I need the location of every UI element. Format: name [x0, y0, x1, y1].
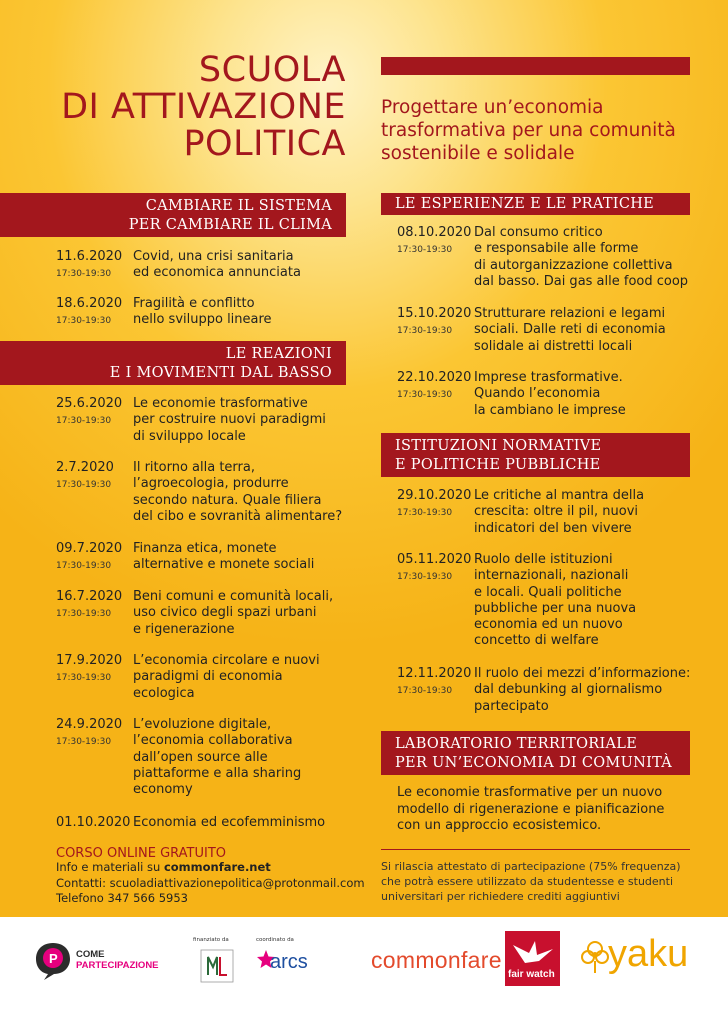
- description-line: internazionali, nazionali: [474, 568, 629, 584]
- description-line: Il ruolo dei mezzi d’informazione:: [474, 666, 691, 681]
- description-line: con un approccio ecosistemico.: [397, 818, 602, 833]
- description-line: nello sviluppo lineare: [133, 312, 272, 328]
- coordinato-label: coordinato da: [256, 937, 294, 943]
- subtitle-line: Progettare un’economia: [381, 97, 604, 118]
- footer-logos: [0, 917, 728, 1024]
- logo-line: COME: [76, 949, 105, 960]
- description-line: ed economica annunciata: [133, 265, 301, 281]
- event-description: [474, 370, 626, 419]
- title-line: POLITICA: [183, 124, 346, 164]
- heading-line: E I MOVIMENTI DAL BASSO: [109, 365, 332, 381]
- event-date: 17.9.2020: [56, 653, 123, 668]
- description-line: e rigenerazione: [133, 621, 235, 637]
- description-line: dall’open source alle: [133, 749, 268, 765]
- flower-icon: [578, 935, 612, 975]
- title-line: SCUOLA: [198, 50, 346, 90]
- info-site-link[interactable]: commonfare.net: [163, 860, 271, 874]
- description-line: partecipato: [474, 698, 549, 714]
- event-description: [133, 396, 326, 445]
- subtitle-line: trasformativa per una comunità: [381, 120, 676, 141]
- note-line: universitari per richiedere crediti aggiuntivi: [381, 890, 620, 903]
- event-description: [133, 589, 333, 638]
- description-line: paradigmi di economia: [133, 669, 283, 685]
- description-line: alternative e monete sociali: [133, 557, 315, 573]
- description-line: e responsabile alle forme: [474, 241, 639, 257]
- description-line: modello di rigenerazione e pianificazione: [397, 801, 665, 817]
- event-date: 12.11.2020: [397, 666, 472, 681]
- commonfare-logo[interactable]: commonfare: [371, 947, 502, 973]
- header-rule: [381, 57, 690, 75]
- description-line: economy: [133, 782, 193, 798]
- event-date: 18.6.2020: [56, 296, 123, 311]
- event-time: 17:30-19:30: [56, 269, 112, 279]
- event-time: 17:30-19:30: [397, 508, 453, 518]
- description-line: L’economia circolare e nuovi: [133, 653, 320, 668]
- event-description: [133, 653, 320, 702]
- fairwatch-wordmark: fair watch: [508, 969, 555, 980]
- description-line: Ruolo delle istituzioni: [474, 552, 613, 567]
- description-line: Le economie trasformative: [133, 396, 308, 411]
- come-partecipazione-logo[interactable]: [34, 941, 164, 981]
- description-line: Covid, una crisi sanitaria: [133, 249, 294, 264]
- description-line: solidale ai distretti locali: [474, 338, 633, 354]
- heading-line: PER CAMBIARE IL CLIMA: [128, 217, 332, 233]
- info-prefix: Info e materiali su: [56, 860, 164, 874]
- logo-line: PARTECIPAZIONE: [76, 960, 159, 971]
- heading-line: ISTITUZIONI NORMATIVE: [395, 438, 602, 454]
- info-line: [56, 860, 365, 876]
- event-date: 25.6.2020: [56, 396, 123, 411]
- description-line: Fragilità e conflitto: [133, 296, 255, 311]
- event-description: [133, 460, 342, 525]
- description-line: concetto di welfare: [474, 633, 599, 649]
- description-line: di sviluppo locale: [133, 428, 246, 444]
- description-line: del cibo e sovranità alimentare?: [133, 508, 343, 524]
- fairwatch-logo[interactable]: [505, 931, 560, 986]
- event-date: 29.10.2020: [397, 488, 472, 503]
- description-line: e locali. Quali politiche: [474, 584, 622, 600]
- phone-line: Telefono 347 566 5953: [56, 891, 188, 905]
- event-description: [474, 552, 636, 650]
- event-date: 2.7.2020: [56, 460, 114, 475]
- divider-line: [381, 849, 690, 850]
- event-time: 17:30-19:30: [56, 673, 112, 683]
- description-line: Le economie trasformative per un nuovo: [397, 785, 663, 800]
- event-time: 17:30-19:30: [56, 561, 112, 571]
- section-heading-laboratorio: [381, 731, 690, 775]
- event-description: [133, 249, 301, 282]
- finanziato-label: finanziato da: [193, 937, 229, 943]
- svg-text:P: P: [49, 951, 58, 966]
- description-line: l’agroecologia, produrre: [133, 476, 289, 492]
- laboratorio-description: [397, 785, 664, 835]
- description-line: per costruire nuovi paradigmi: [133, 412, 326, 428]
- description-line: dal basso. Dai gas alle food coop: [474, 273, 689, 289]
- yaku-logo[interactable]: [578, 931, 708, 991]
- description-line: ecologica: [133, 685, 195, 701]
- arcs-logo[interactable]: [256, 937, 316, 997]
- corso-info: [56, 860, 365, 907]
- event-description: [133, 296, 272, 329]
- event-time: 17:30-19:30: [397, 326, 453, 336]
- attestato-note: [381, 859, 681, 904]
- event-description: [133, 541, 314, 574]
- description-line: crescita: oltre il pil, nuovi: [474, 504, 638, 520]
- description-line: secondo natura. Quale filiera: [133, 492, 322, 508]
- contacts-line[interactable]: Contatti: scuoladiattivazionepolitica@protonmail.com: [56, 875, 365, 890]
- heading-line: LE ESPERIENZE E LE PRATICHE: [395, 196, 655, 212]
- description-line: indicatori del ben vivere: [474, 520, 632, 536]
- description-line: Strutturare relazioni e legami: [474, 306, 666, 321]
- page-title: [40, 52, 346, 163]
- description-line: uso civico degli spazi urbani: [133, 605, 317, 621]
- description-line: economia ed un nuovo: [474, 617, 623, 633]
- yaku-wordmark: yaku: [608, 933, 689, 975]
- description-line: la cambiano le imprese: [474, 402, 626, 418]
- description-line: di autorganizzazione collettiva: [474, 257, 673, 273]
- event-description: [474, 225, 688, 290]
- event-date: 24.9.2020: [56, 717, 123, 732]
- event-time: 17:30-19:30: [397, 245, 453, 255]
- event-time: 17:30-19:30: [56, 416, 112, 426]
- description-line: dal debunking al giornalismo: [474, 682, 663, 698]
- corso-online-title: CORSO ONLINE GRATUITO: [56, 846, 226, 861]
- ministry-emblem-icon: [200, 949, 234, 983]
- event-time: 17:30-19:30: [56, 737, 112, 747]
- subtitle-line: sostenibile e solidale: [381, 143, 575, 164]
- description-line: sociali. Dalle reti di economia: [474, 322, 666, 338]
- event-date: 16.7.2020: [56, 589, 123, 604]
- event-date: 22.10.2020: [397, 370, 472, 385]
- event-date: 05.11.2020: [397, 552, 472, 567]
- section-heading-istituzioni: [381, 433, 690, 477]
- arcs-wordmark: arcs: [270, 951, 308, 973]
- note-line: Si rilascia attestato di partecipazione (75% frequenza): [381, 860, 681, 873]
- description-line: pubbliche per una nuova: [474, 600, 637, 616]
- heading-line: LE REAZIONI: [225, 346, 332, 362]
- note-line: che potrà essere utilizzato da studentesse e studenti: [381, 875, 674, 888]
- description-line: Quando l’economia: [474, 386, 601, 402]
- description-line: l’economia collaborativa: [133, 733, 293, 749]
- description-line: Dal consumo critico: [474, 225, 603, 240]
- title-line: DI ATTIVAZIONE: [61, 87, 346, 127]
- description-line: Finanza etica, monete: [133, 541, 277, 556]
- section-heading-reazioni: [0, 341, 346, 385]
- heading-line: CAMBIARE IL SISTEMA: [145, 198, 332, 214]
- event-date: 01.10.2020: [56, 815, 131, 830]
- event-time: 17:30-19:30: [397, 572, 453, 582]
- description-line: Il ritorno alla terra,: [133, 460, 255, 475]
- event-date: 08.10.2020: [397, 225, 472, 240]
- event-time: 17:30-19:30: [56, 609, 112, 619]
- finanziato-logo: [193, 937, 243, 997]
- event-date: 11.6.2020: [56, 249, 123, 264]
- event-time: 17:30-19:30: [397, 686, 453, 696]
- description-line: L’evoluzione digitale,: [133, 717, 272, 732]
- description-line: Imprese trasformative.: [474, 370, 623, 385]
- speech-bubble-p-icon: [34, 941, 72, 981]
- heading-line: LABORATORIO TERRITORIALE: [395, 736, 638, 752]
- heading-line: PER UN’ECONOMIA DI COMUNITÀ: [395, 755, 673, 771]
- description-line: Economia ed ecofemminismo: [133, 815, 326, 830]
- event-time: 17:30-19:30: [397, 390, 453, 400]
- event-date: 09.7.2020: [56, 541, 123, 556]
- event-description: [133, 717, 301, 798]
- description-line: Beni comuni e comunità locali,: [133, 589, 334, 604]
- section-heading-cambiare: [0, 193, 346, 237]
- event-date: 15.10.2020: [397, 306, 472, 321]
- heading-line: E POLITICHE PUBBLICHE: [395, 457, 601, 473]
- event-description: [474, 488, 644, 537]
- subtitle: [381, 96, 711, 165]
- event-description: [474, 666, 690, 715]
- description-line: Le critiche al mantra della: [474, 488, 645, 503]
- section-heading-esperienze: [381, 193, 690, 215]
- bird-icon: [505, 933, 560, 973]
- event-time: 17:30-19:30: [56, 316, 112, 326]
- event-description: [474, 306, 666, 355]
- description-line: piattaforme e alla sharing: [133, 765, 302, 781]
- event-description: [133, 815, 325, 831]
- event-time: 17:30-19:30: [56, 480, 112, 490]
